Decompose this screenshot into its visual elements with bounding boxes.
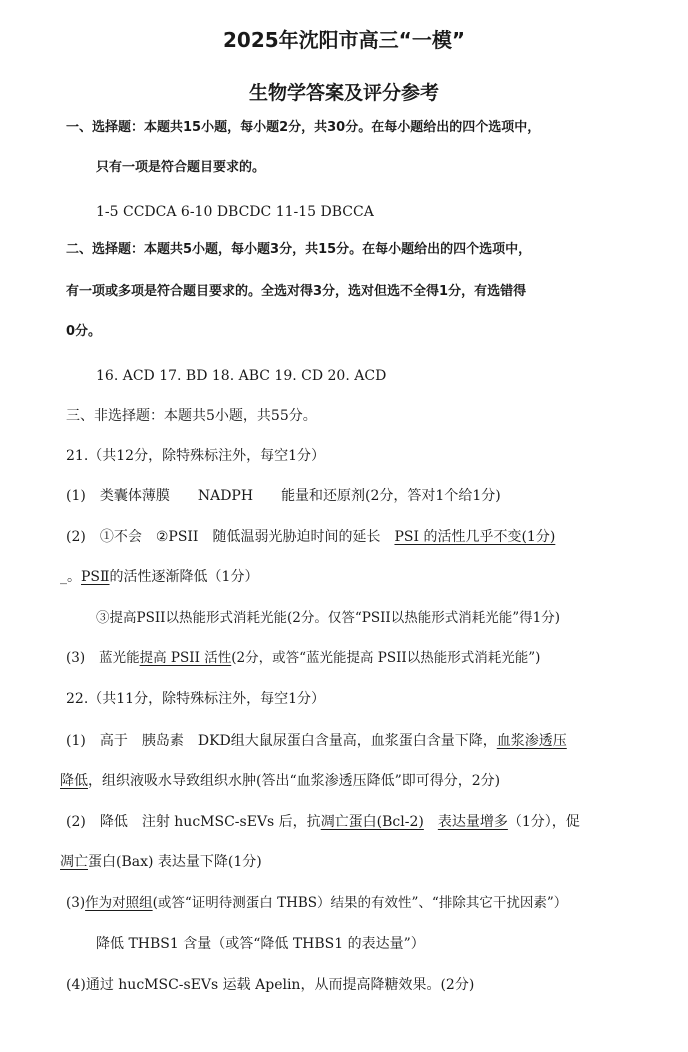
q22-p2-b: 注射 hucMSC-sEVs 后，抗 xyxy=(141,814,321,830)
q21-p2-d: PSI 的活性几乎不变(1分) xyxy=(394,529,556,545)
q22-header: 22.（共11分，除特殊标注外，每空1分） xyxy=(66,691,325,707)
q21-p2-num: (2) xyxy=(66,529,86,545)
q22-p2b-a: 凋亡 xyxy=(60,854,88,870)
q21-p3-c: (2分，或答“蓝光能提高 PSII以热能形式消耗光能”) xyxy=(231,650,541,666)
q21-part2 xyxy=(66,527,555,547)
q21-p1-c: 能量和还原剂(2分，答对1个给1分) xyxy=(281,488,501,504)
section3-header: 三、非选择题：本题共5小题，共55分。 xyxy=(66,408,317,424)
page-subtitle: 生物学答案及评分参考 xyxy=(248,82,439,104)
q21-p3-b: 提高 PSII 活性 xyxy=(139,650,232,666)
q21-part1 xyxy=(66,486,501,506)
q22-part2 xyxy=(66,812,580,832)
section1-line2: 只有一项是符合题目要求的。 xyxy=(96,160,266,175)
q22-p2-c: 凋亡蛋白(Bcl-2) xyxy=(320,814,424,830)
section2-answers: 16. ACD 17. BD 18. ABC 19. CD 20. ACD xyxy=(96,368,387,384)
q21-p1-num: (1) xyxy=(66,488,86,504)
q22-p1b-b: ，组织液吸水导致组织水肿(答出“血浆渗透压降低”即可得分，2分) xyxy=(88,773,501,789)
q22-p1-c: DKD组大鼠尿蛋白含量高，血浆蛋白含量下降， xyxy=(197,733,497,749)
q21-p2b-pre: _。 xyxy=(60,569,81,585)
q21-p2-c: 随低温弱光胁迫时间的延长 xyxy=(212,529,381,545)
q22-p2-e: （1分），促 xyxy=(507,814,580,830)
q21-part2-c: ③提高PSII以热能形式消耗光能(2分。仅答“PSII以热能形式消耗光能”得1分) xyxy=(96,610,561,626)
q22-p2-d: 表达量增多 xyxy=(437,814,508,830)
q21-p1-a: 类囊体薄膜 xyxy=(99,488,170,504)
q22-p2-num: (2) xyxy=(66,814,86,830)
section1-answers: 1-5 CCDCA 6-10 DBCDC 11-15 DBCCA xyxy=(96,204,374,220)
q22-part1 xyxy=(66,731,567,751)
q22-p1-b: 胰岛素 xyxy=(141,733,184,749)
q22-p2-a: 降低 xyxy=(99,814,128,830)
q22-p3-num: (3) xyxy=(66,895,86,911)
section2-line1: 二、选择题：本题共5小题，每小题3分，共15分。在每小题给出的四个选项中， xyxy=(66,242,532,257)
q22-part3-cont: 降低 THBS1 含量（或答“降低 THBS1 的表达量”） xyxy=(96,936,425,952)
q22-p1-a: 高于 xyxy=(99,733,128,749)
q22-p1-d: 血浆渗透压 xyxy=(496,733,567,749)
q21-header: 21.（共12分，除特殊标注外，每空1分） xyxy=(66,448,325,464)
q22-part4: (4)通过 hucMSC-sEVs 运载 Apelin，从而提高降糖效果。(2分) xyxy=(66,977,475,993)
q21-p2b-b: 的活性逐渐降低（1分） xyxy=(109,569,259,585)
section1-line1: 一、选择题：本题共15小题，每小题2分，共30分。在每小题给出的四个选项中， xyxy=(66,120,541,135)
q22-part2-cont xyxy=(60,852,262,872)
q21-p3-num: (3) xyxy=(66,650,86,666)
q21-part2-cont xyxy=(60,567,258,587)
page-title: 2025年沈阳市高三“一模” xyxy=(223,28,465,52)
q22-p3-b: (或答“证明待测蛋白 THBS）结果的有效性”、“排除其它干扰因素”） xyxy=(152,895,568,911)
section2-line3: 0分。 xyxy=(66,324,102,339)
q21-p2b-a: PSⅡ xyxy=(81,569,110,585)
q21-p2-a: ①不会 xyxy=(99,529,142,545)
q22-p1b-a: 降低 xyxy=(60,773,88,789)
q22-part1-cont xyxy=(60,771,500,791)
section2-line2: 有一项或多项是符合题目要求的。全选对得3分，选对但选不全得1分，有选错得 xyxy=(66,284,527,299)
q22-p3-a: 作为对照组 xyxy=(85,895,153,911)
q22-p1-num: (1) xyxy=(66,733,86,749)
q21-p1-b: NADPH xyxy=(197,488,254,504)
q22-part3 xyxy=(66,893,567,913)
q21-p3-a: 蓝光能 xyxy=(99,650,140,666)
q21-p2-b: ②PSII xyxy=(155,529,199,545)
q22-p2b-b: 蛋白(Bax) 表达量下降(1分) xyxy=(88,854,262,870)
q21-part3 xyxy=(66,648,540,668)
